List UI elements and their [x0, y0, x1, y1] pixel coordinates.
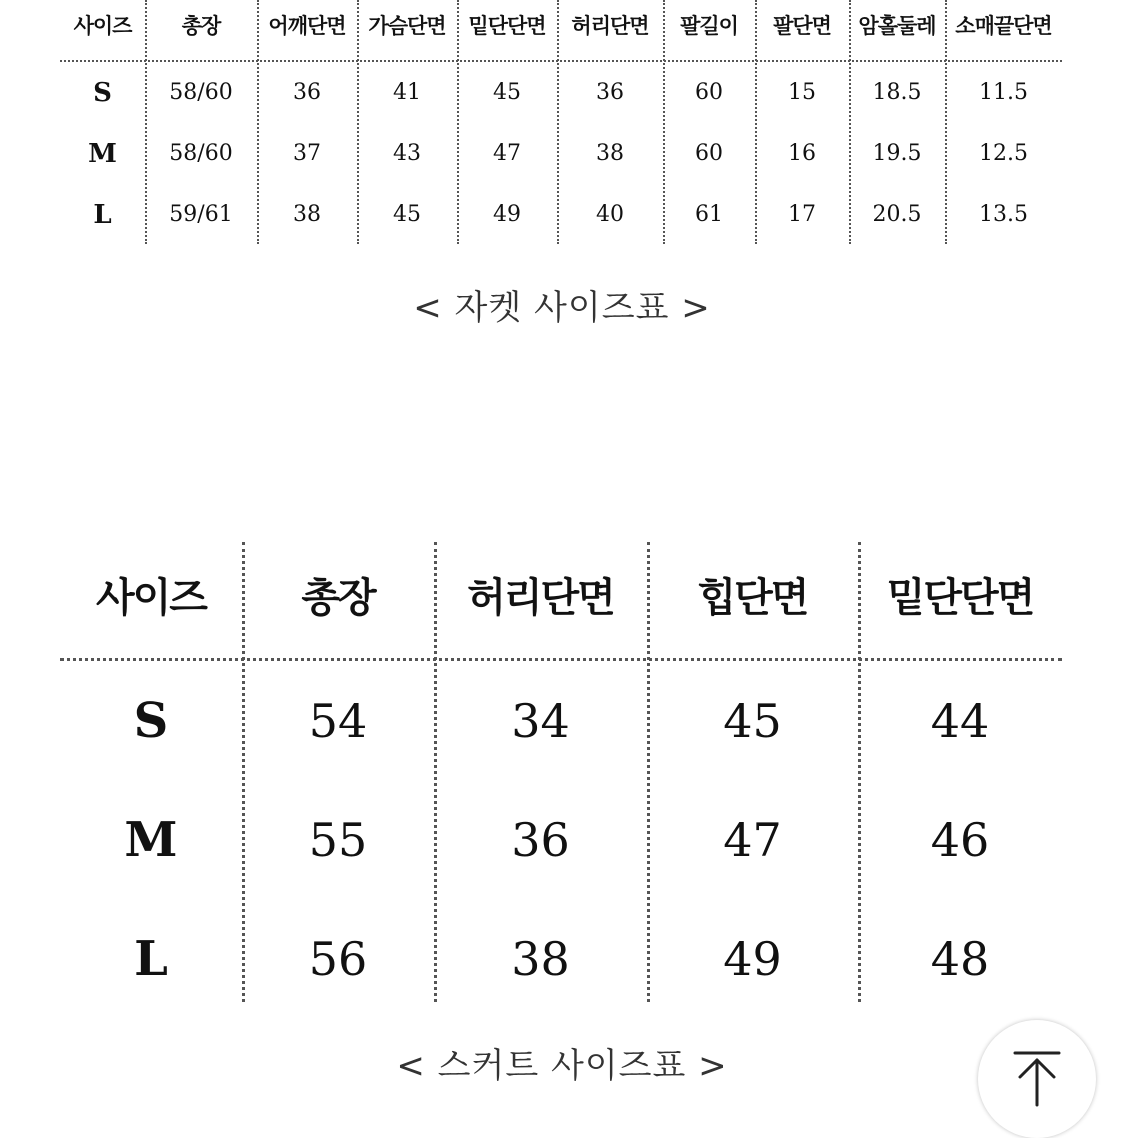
- value-cell: 36: [293, 80, 321, 105]
- value-cell: 38: [511, 931, 570, 986]
- size-cell: S: [133, 692, 169, 749]
- table-row: [60, 780, 1062, 899]
- value-cell: 44: [930, 693, 990, 748]
- value-cell: 59/61: [169, 202, 233, 227]
- header-cell: 총장: [181, 14, 221, 38]
- header-cell: 허리단면: [571, 14, 649, 38]
- value-cell: 55: [308, 812, 368, 867]
- table-header: [60, 0, 1062, 62]
- value-cell: 54: [308, 693, 368, 748]
- value-cell: 41: [393, 80, 421, 105]
- header-cell: 허리단면: [467, 575, 614, 621]
- jacket-size-caption: < 자켓 사이즈표 >: [413, 288, 711, 328]
- table-header: [60, 542, 1062, 661]
- header-cell: 어깨단면: [268, 14, 346, 38]
- value-cell: 38: [596, 141, 624, 166]
- table-row: [60, 661, 1062, 780]
- value-cell: 45: [723, 693, 782, 748]
- table-row: [60, 123, 1062, 184]
- value-cell: 38: [293, 202, 321, 227]
- scroll-to-top-button[interactable]: [978, 1020, 1096, 1138]
- value-cell: 16: [788, 141, 816, 166]
- table-row: [60, 184, 1062, 245]
- size-cell: M: [88, 138, 117, 169]
- value-cell: 58/60: [169, 141, 233, 166]
- value-cell: 56: [308, 931, 368, 986]
- value-cell: 45: [493, 80, 521, 105]
- value-cell: 20.5: [872, 202, 922, 227]
- table-body: [60, 661, 1062, 1018]
- value-cell: 43: [393, 141, 421, 166]
- value-cell: 11.5: [979, 80, 1028, 105]
- value-cell: 45: [393, 202, 421, 227]
- header-cell: 밑단단면: [886, 575, 1034, 621]
- header-cell: 밑단단면: [468, 14, 546, 38]
- value-cell: 47: [493, 141, 521, 166]
- value-cell: 60: [695, 141, 723, 166]
- size-cell: L: [134, 930, 168, 987]
- value-cell: 13.5: [979, 202, 1028, 227]
- value-cell: 48: [930, 931, 990, 986]
- value-cell: 36: [596, 80, 624, 105]
- header-cell: 총장: [301, 575, 375, 621]
- value-cell: 37: [293, 141, 321, 166]
- skirt-size-caption: < 스커트 사이즈표 >: [396, 1046, 728, 1086]
- value-cell: 49: [493, 202, 521, 227]
- header-cell: 팔길이: [680, 14, 738, 38]
- arrow-up-icon: [1012, 1050, 1062, 1108]
- value-cell: 17: [788, 202, 816, 227]
- value-cell: 60: [695, 80, 723, 105]
- value-cell: 58/60: [169, 80, 233, 105]
- table-row: [60, 899, 1062, 1018]
- value-cell: 61: [695, 202, 723, 227]
- value-cell: 34: [511, 693, 570, 748]
- size-cell: M: [124, 811, 178, 868]
- value-cell: 19.5: [872, 141, 922, 166]
- value-cell: 12.5: [979, 141, 1028, 166]
- value-cell: 36: [511, 812, 570, 867]
- header-cell: 사이즈: [96, 575, 206, 621]
- size-cell: S: [93, 77, 112, 108]
- size-cell: L: [93, 199, 112, 230]
- value-cell: 46: [930, 812, 990, 867]
- header-cell: 소매끝단면: [955, 14, 1052, 38]
- value-cell: 47: [723, 812, 782, 867]
- header-cell: 힙단면: [697, 575, 808, 621]
- jacket-size-table: [60, 0, 1062, 244]
- value-cell: 49: [723, 931, 782, 986]
- value-cell: 18.5: [872, 80, 922, 105]
- header-cell: 사이즈: [73, 14, 132, 38]
- table-body: [60, 62, 1062, 245]
- table-row: [60, 62, 1062, 123]
- value-cell: 15: [788, 80, 816, 105]
- skirt-size-table: [60, 542, 1062, 1002]
- header-cell: 팔단면: [773, 14, 831, 38]
- value-cell: 40: [596, 202, 624, 227]
- header-cell: 가슴단면: [368, 14, 446, 38]
- header-cell: 암홀둘레: [858, 14, 936, 38]
